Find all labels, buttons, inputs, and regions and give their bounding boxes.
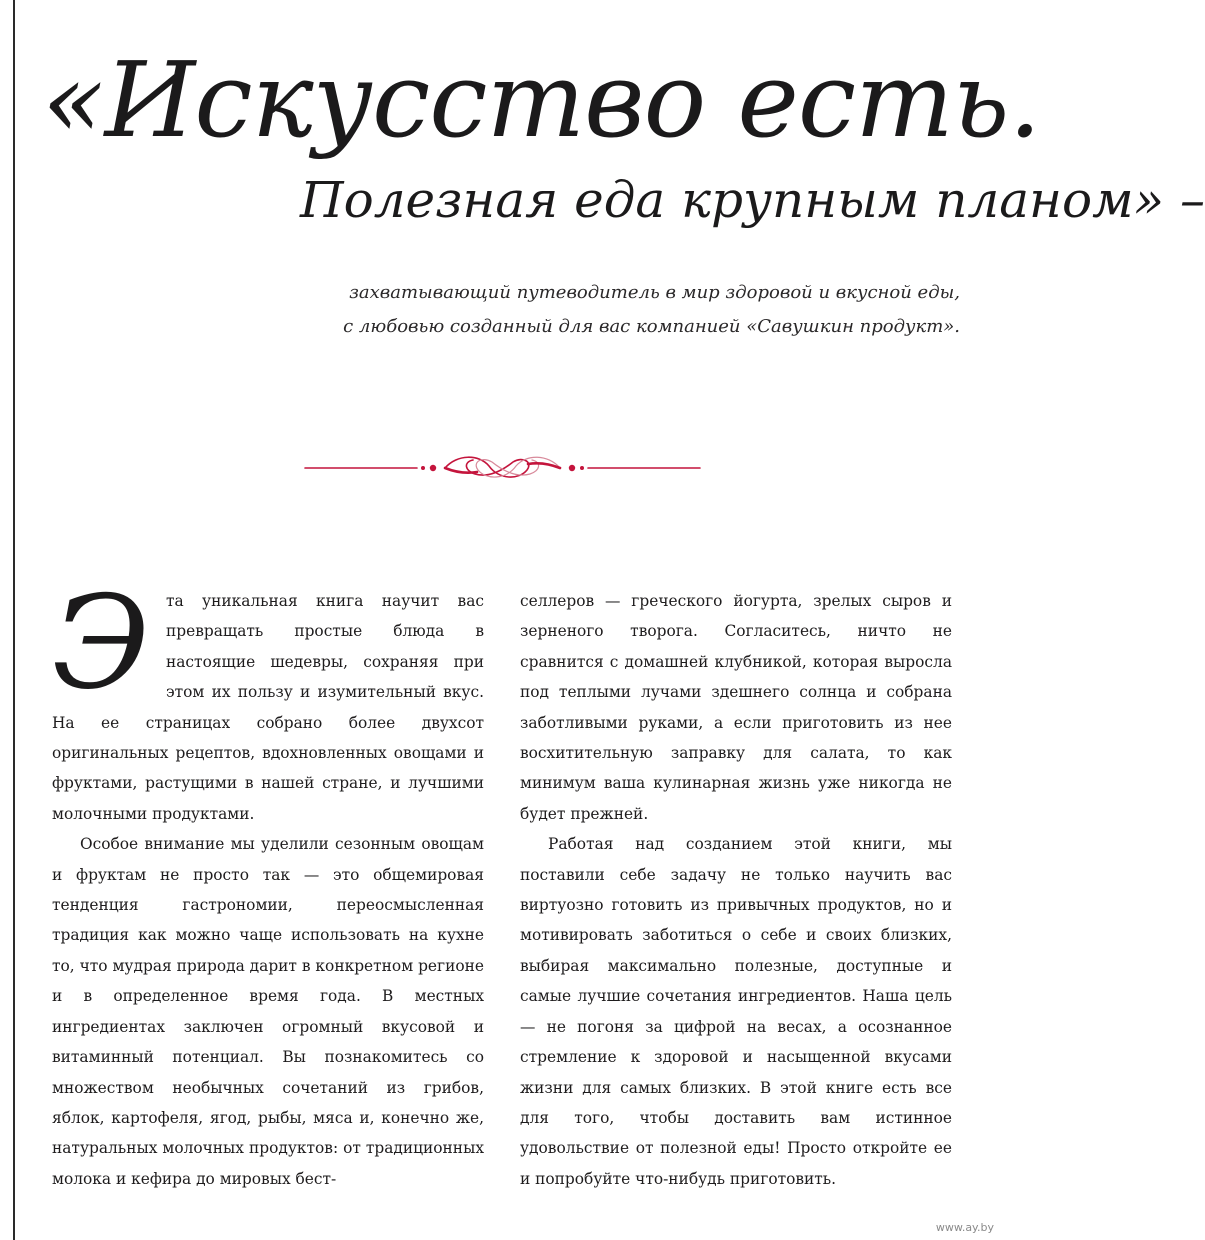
subtitle-line-1: захватывающий путеводитель в мир здоровой и вкусной еды, xyxy=(349,282,960,303)
watermark: www.ay.by xyxy=(935,1221,994,1234)
paragraph-intro xyxy=(52,569,484,829)
subtitle-line-2: с любовью созданный для вас компанией «Савушкин продукт». xyxy=(343,316,960,337)
heading-title-line-1: «Искусство есть. xyxy=(42,39,1041,161)
drop-cap: Э xyxy=(52,569,150,718)
paragraph-mission: Работая над созданием этой книги, мы поставили себе задачу не только научить вас виртуозно готовить из привычных продуктов, но и мотивировать заботиться о себе и своих близких, выбирая максимально полезные, доступные и самые лучшие сочетания ингредиентов. Наша цель — не погоня за цифрой на весах, а осознанное стремление к здоровой и насыщенной вкусами жизни для самых близких. В этой книге есть все для того, чтобы доставить вам истинное удовольствие от полезной еды! Просто откройте ее и попробуйте что-нибудь приготовить. xyxy=(520,835,952,1188)
paragraph-seasonal-continued: селлеров — греческого йогурта, зрелых сыров и зерненого творога. Согласитесь, ничто не сравнится с домашней клубникой, которая выросла под теплыми лучами здешнего солнца и собрана заботливыми руками, а если приготовить из нее восхитительную заправку для салата, то как минимум ваша кулинарная жизнь уже никогда не будет прежней. xyxy=(520,592,952,823)
subtitle xyxy=(260,276,960,344)
ornament-divider-icon xyxy=(305,450,700,486)
heading-title-line-2: Полезная еда крупным планом» – xyxy=(300,171,1205,229)
paragraph-seasonal: Особое внимание мы уделили сезонным овощам и фруктам не просто так — это общемировая тенденция гастрономии, переосмысленная традиция как можно чаще использовать на кухне то, что мудрая природа дарит в конкретном регионе и в определенное время года. В местных ингредиентах заключен огромный вкусовой и витаминный потенциал. Вы познакомитесь со множеством необычных сочетаний из грибов, яблок, картофеля, ягод, рыбы, мяса и, конечно же, натуральных молочных продуктов: от традиционных молока и кефира до мировых бест- xyxy=(52,835,484,1188)
paragraph-intro-text: та уникальная книга научит вас превращать простые блюда в настоящие шедевры, сохраняя при этом их пользу и изумительный вкус. На ее страницах собрано более двухсот оригинальных рецептов, вдохновленных овощами и фруктами, растущими в нашей стране, и лучшими молочными продуктами. xyxy=(52,592,484,823)
text-column-left xyxy=(52,569,484,1194)
page-edge-line xyxy=(13,0,15,1240)
text-column-right xyxy=(520,586,952,1194)
